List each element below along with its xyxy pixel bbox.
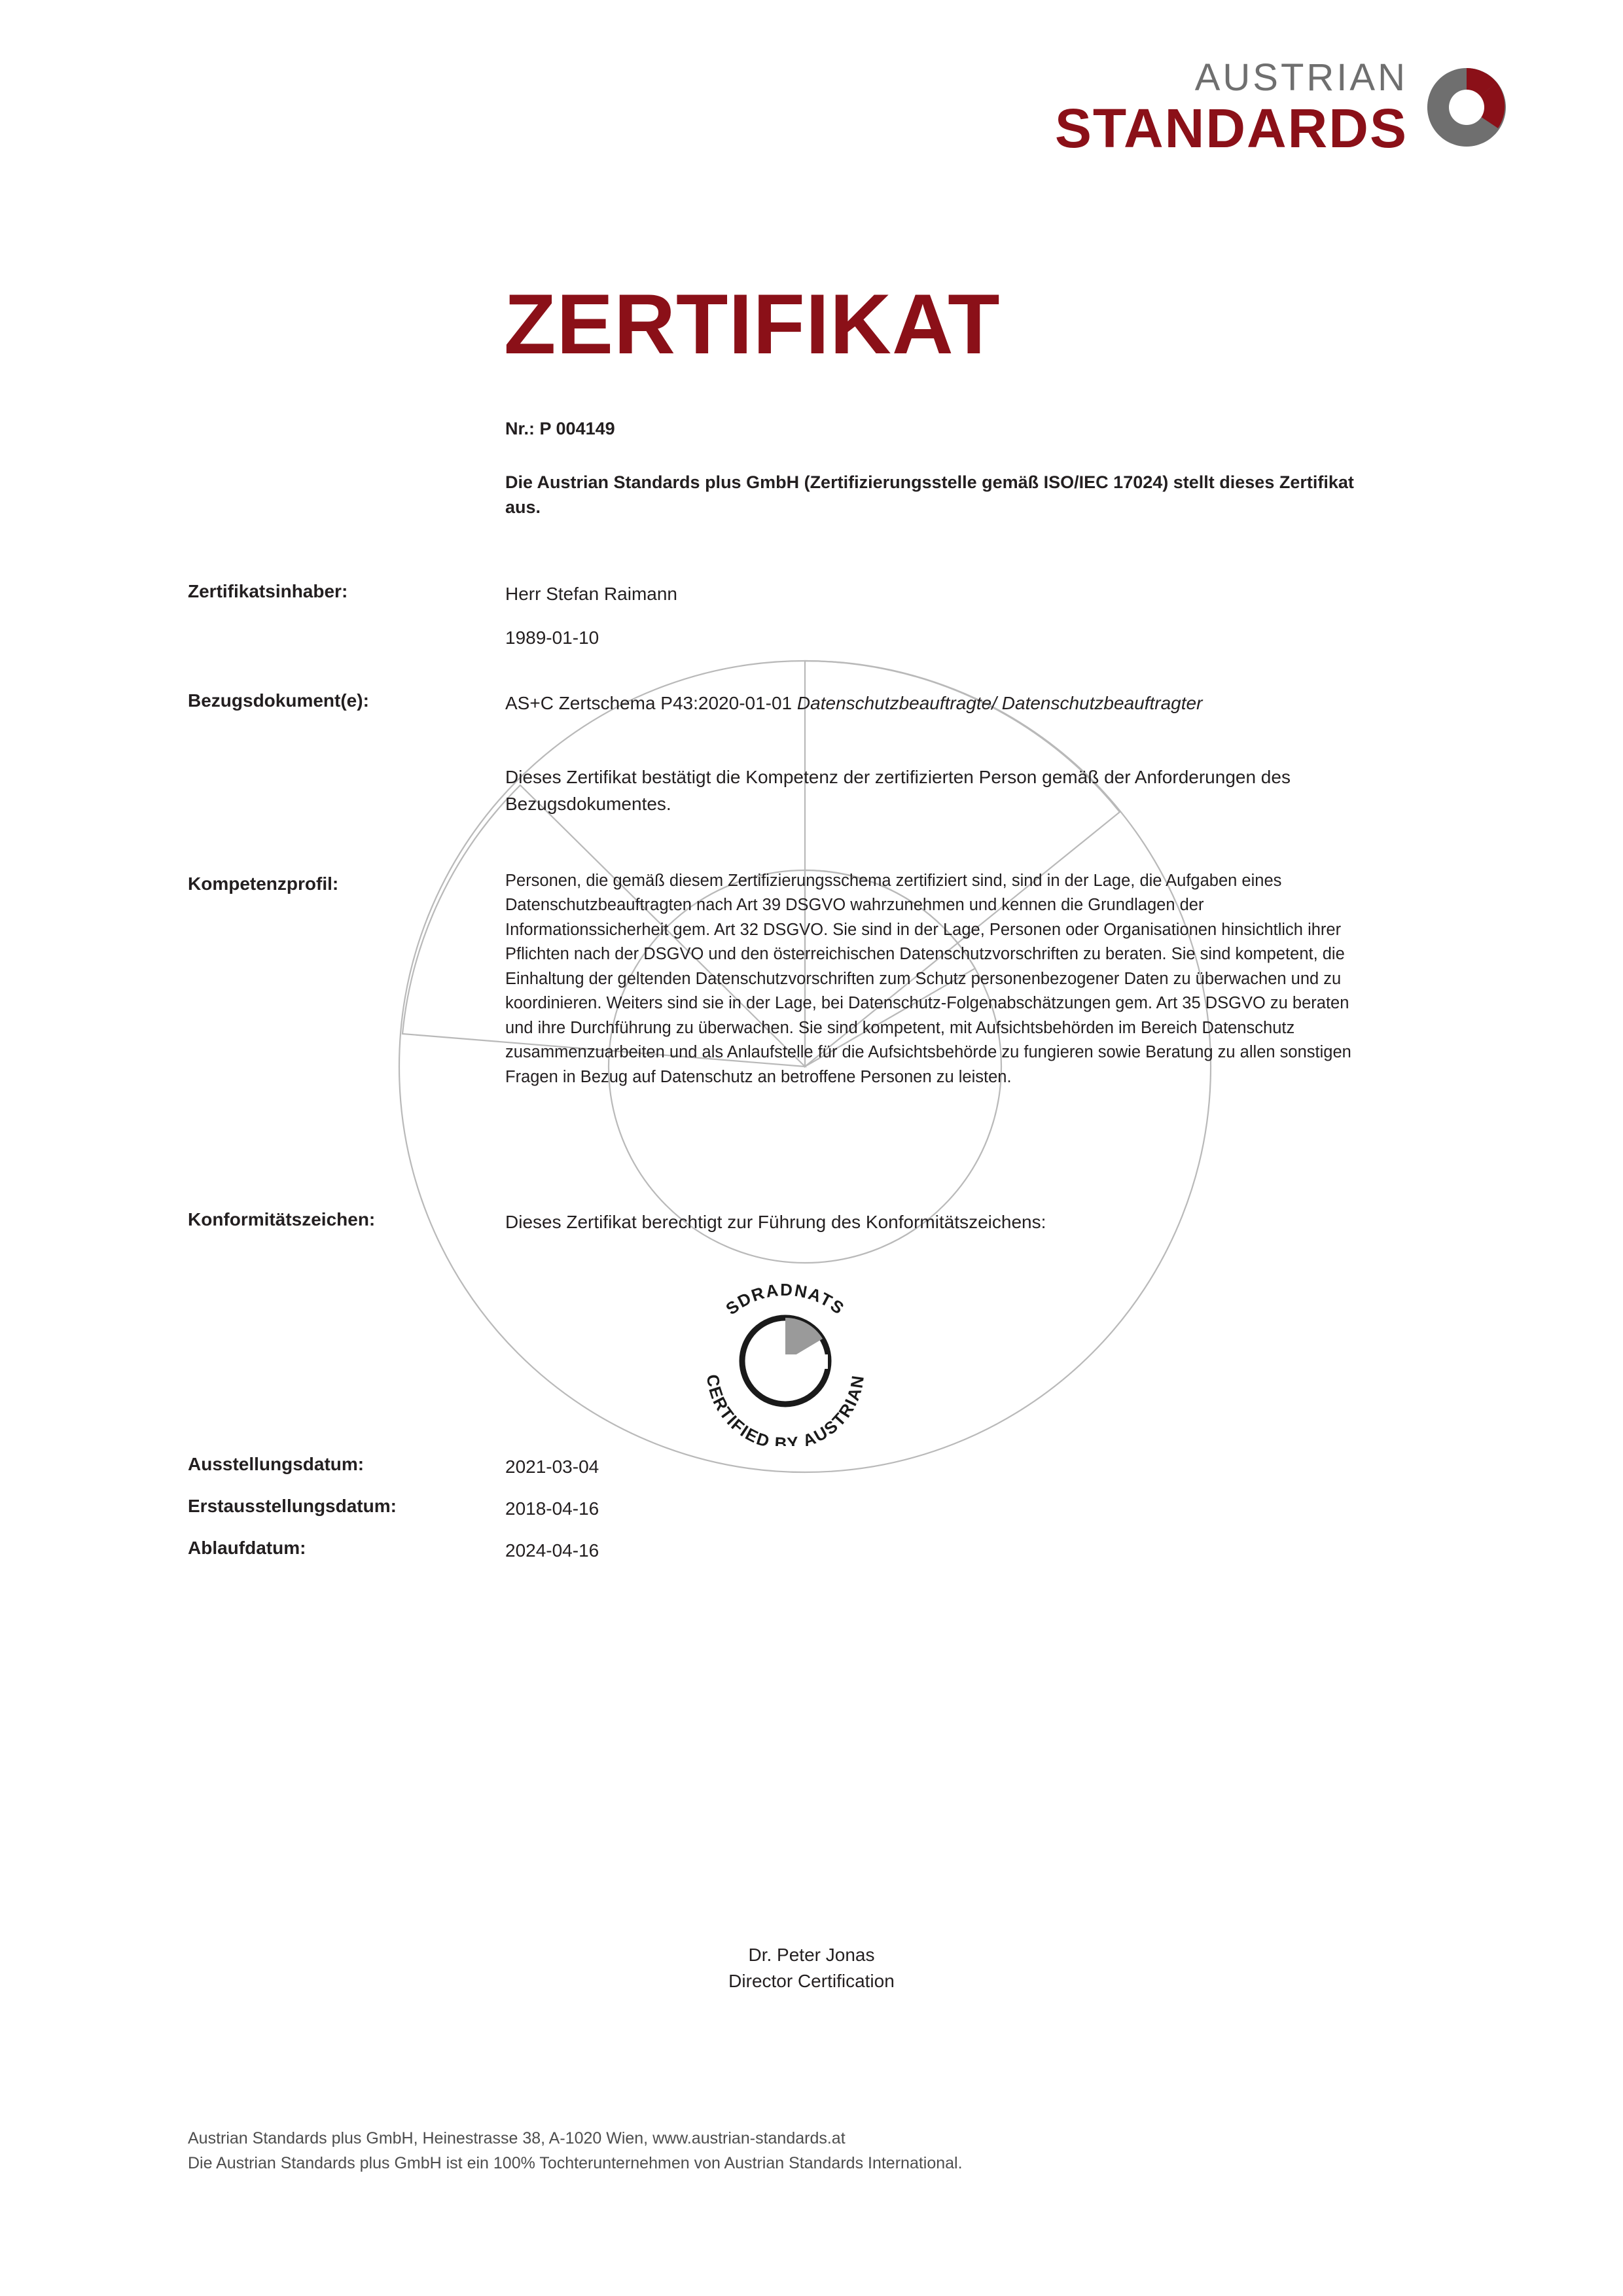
footer-line-ownership: Die Austrian Standards plus GmbH ist ein 100% Tochterunternehmen von Austrian Standards International. xyxy=(188,2153,963,2172)
svg-text:SDRADNATS: SDRADNATS xyxy=(722,1279,849,1319)
label-competence-profile: Kompetenzprofil: xyxy=(188,874,339,894)
reference-scheme-title: Datenschutzbeauftragte/ Datenschutzbeauftragter xyxy=(796,693,1203,713)
value-first-issue-date: 2018-04-16 xyxy=(505,1498,599,1519)
label-expiry-date: Ablaufdatum: xyxy=(188,1538,306,1558)
value-issue-date: 2021-03-04 xyxy=(505,1457,599,1477)
page-title: ZERTIFIKAT xyxy=(504,276,1001,372)
value-reference-document xyxy=(505,690,1369,717)
value-expiry-date: 2024-04-16 xyxy=(505,1540,599,1561)
signature-name: Dr. Peter Jonas xyxy=(748,1945,875,1965)
value-reference-note: Dieses Zertifikat bestätigt die Kompetenz der zertifizierten Person gemäß der Anforderungen des Bezugsdokumentes. xyxy=(505,767,1291,814)
footer-line-address: Austrian Standards plus GmbH, Heinestrasse 38, A-1020 Wien, www.austrian-standards.at xyxy=(188,2129,846,2147)
value-competence-profile: Personen, die gemäß diesem Zertifizierungsschema zertifiziert sind, sind in der Lage, die Aufgaben eines Datenschutzbeauftragten nach Art 39 DSGVO wahrzunehmen und kennen die Grundlagen der Informationssicherheit gem. Art 32 DSGVO. Sie sind in der Lage, Personen oder Organisationen hinsichtlich ihrer Pflichten nach der DSGVO und den österreichischen Datenschutzvorschriften zu beraten. Sie sind kompetent, die Einhaltung der geltenden Datenschutzvorschriften zum Schutz personenbezogener Daten zu überwachen und zu koordinieren. Weiters sind sie in der Lage, bei Datenschutz-Folgenabschätzungen gem. Art 35 DSGVO zu beraten und ihre Durchführung zu überwachen. Sie sind kompetent, mit Aufsichtsbehörden im Bereich Datenschutz zusammenzuarbeiten und als Anlaufstelle für die Aufsichtsbehörde zu fungieren sowie Beratung zu allen sonstigen Fragen in Bezug auf Datenschutz an betroffene Personen zu leisten. xyxy=(505,872,1351,1086)
reference-scheme-text: AS+C Zertschema P43:2020-01-01 xyxy=(505,693,797,713)
label-reference-document: Bezugsdokument(e): xyxy=(188,690,369,711)
certificate-number: Nr.: P 004149 xyxy=(505,419,615,438)
label-conformity-mark: Konformitätszeichen: xyxy=(188,1209,376,1229)
brand-line-austrian: AUSTRIAN xyxy=(1194,56,1408,99)
svg-text:CERTIFIED BY AUSTRIAN: CERTIFIED BY AUSTRIAN xyxy=(702,1373,868,1446)
label-issue-date: Ausstellungsdatum: xyxy=(188,1454,365,1474)
value-certificate-holder: Herr Stefan Raimann xyxy=(505,584,678,604)
label-certificate-holder: Zertifikatsinhaber: xyxy=(188,581,348,601)
issuer-statement: Die Austrian Standards plus GmbH (Zertifizierungsstelle gemäß ISO/IEC 17024) stellt dieses Zertifikat aus. xyxy=(505,472,1354,518)
value-holder-birthdate: 1989-01-10 xyxy=(505,627,599,648)
certified-by-austrian-standards-seal-icon xyxy=(677,1263,893,1446)
value-conformity-mark: Dieses Zertifikat berechtigt zur Führung des Konformitätszeichens: xyxy=(505,1212,1046,1232)
signature-role: Director Certification xyxy=(728,1970,895,1991)
label-first-issue-date: Erstausstellungsdatum: xyxy=(188,1496,397,1516)
brand-line-standards: STANDARDS xyxy=(1054,97,1408,159)
